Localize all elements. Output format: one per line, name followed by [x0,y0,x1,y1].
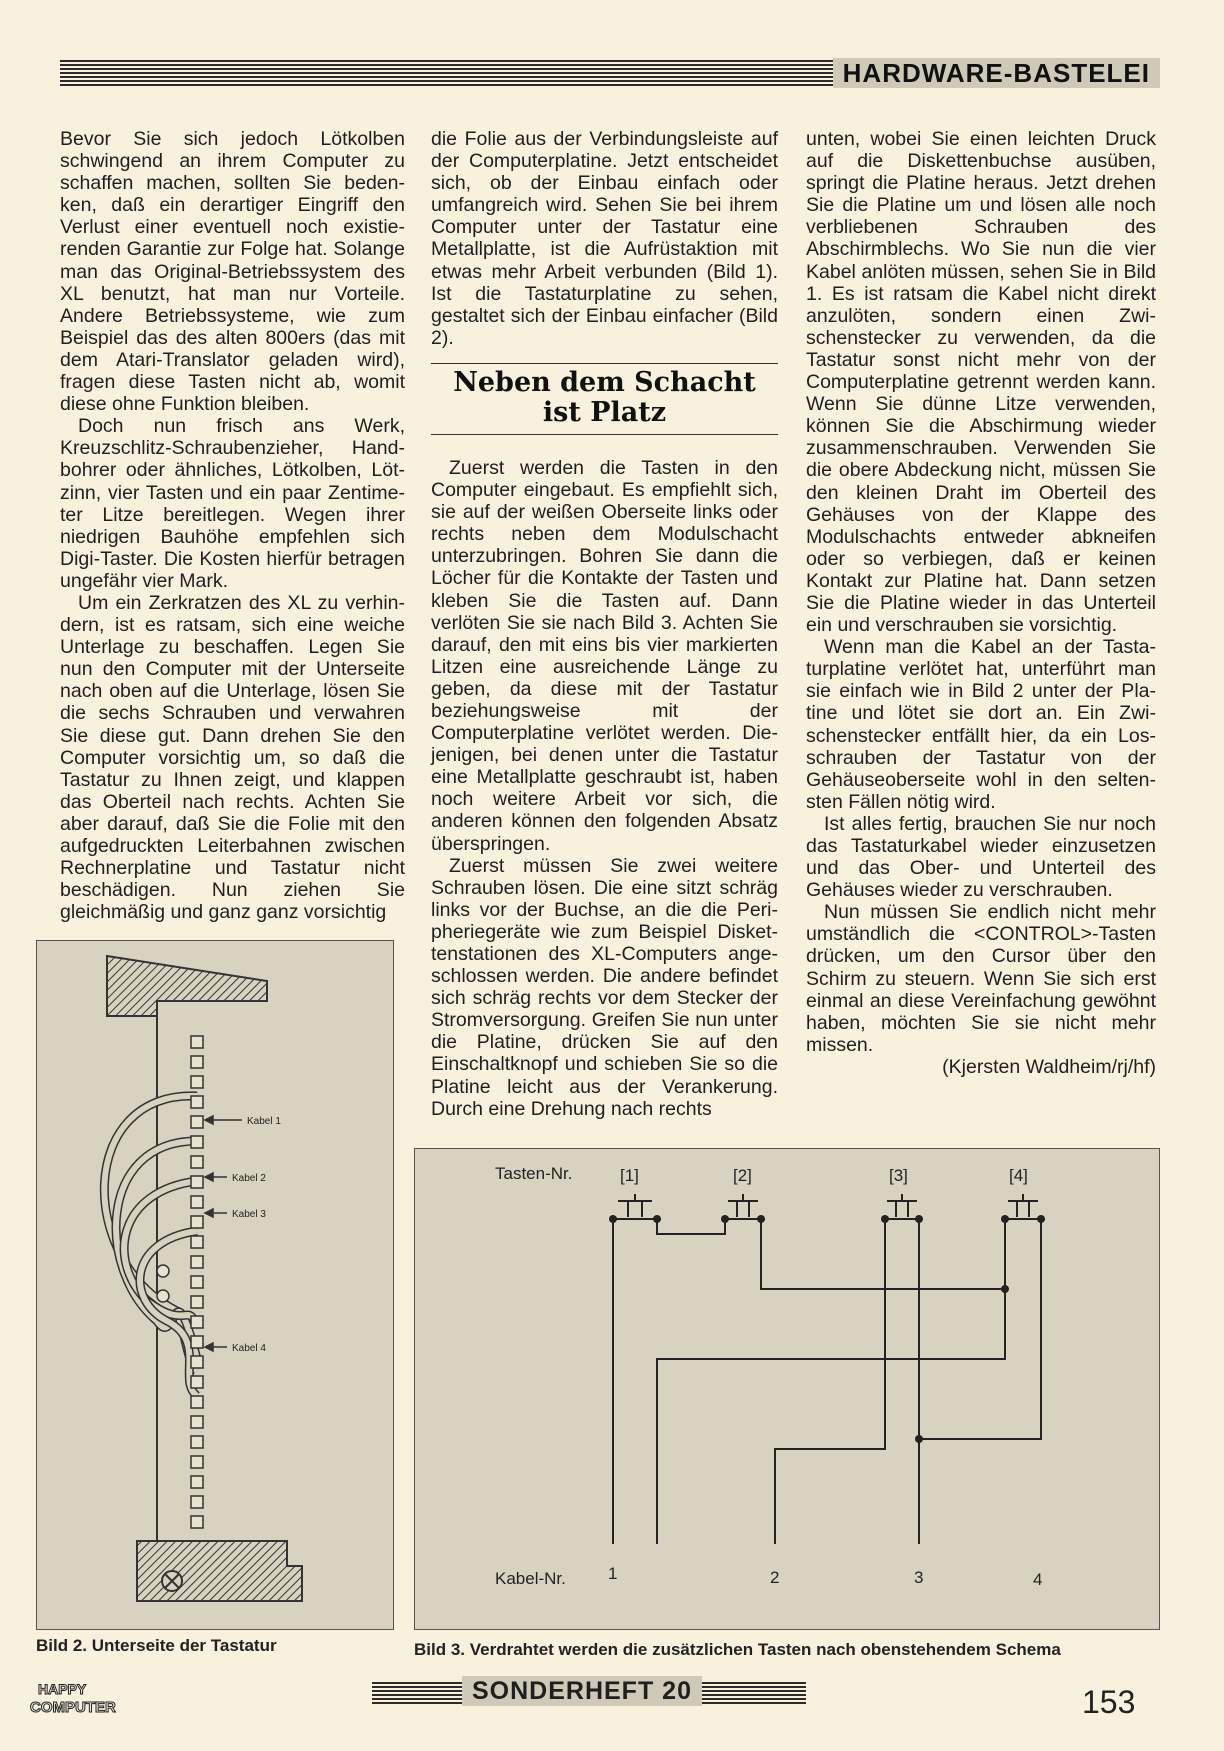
footer-rule [372,1677,806,1705]
taste-2-label: [2] [733,1166,752,1185]
kabel-1-label: 1 [608,1564,618,1583]
paragraph: Um ein Zerkratzen des XL zu verhindern, ist es ratsam, sich eine weiche Unterlage zu beschaffen. Legen Sie nun den Computer mit der Unterseite nach oben auf die Unterlage, lösen Sie die sechs Schrauben und verwahren Sie diese gut. Dann drehen Sie den Computer vorsichtig um, so daß die Tastatur zu Ihnen zeigt, und klappen das Oberteil nach rechts. Achten Sie aber darauf, daß Sie die Folie mit den aufgedruckten Leiterbahnen zwischen Rechnerplatine und Tastatur nicht beschädigen. Nun ziehen Sie gleichmäßig und ganz ganz vorsichtig [60,591,405,924]
figure-wiring-schematic [414,1148,1160,1630]
text-column-3 [806,128,1156,1078]
happy-computer-logo [28,1676,138,1718]
header-rule [60,60,1160,86]
tasten-nr-label: Tasten-Nr. [495,1164,573,1183]
paragraph: Bevor Sie sich jedoch Lötkolben schwingend an ihrem Computer zu schaffen machen, sollten Sie bedenken, daß ein derartiger Eingriff den Verlust einer eventuell noch existierenden Garantie zur Folge hat. Solange man das Original-Betriebssystem des XL benutzt, hat man nur Vorteile. Andere Betriebssysteme, wie zum Beispiel das des alten 800ers (das mit dem Atari-Translator geladen wird), fragen diese Tasten nicht ab, womit diese ohne Funktion bleiben. [60,128,405,416]
subheading-box [431,363,778,435]
key-2-symbol [728,1194,758,1217]
wire-key1-key2 [657,1219,725,1234]
wire-4 [657,1289,1005,1544]
label-kabel-2: Kabel 2 [232,1173,266,1184]
key-4-symbol [1008,1194,1038,1217]
taste-4-label: [4] [1009,1166,1028,1185]
paragraph: Doch nun frisch ans Werk, Kreuzschlitz-Schraubenzieher, Handbohrer oder ähnliches, Lötkolben, Lötzinn, vier Tasten und ein paar Zentimeter Litze bereitlegen. Wegen ihrer niedrigen Bauhöhe empfehlen sich Digi-Taster. Die Kosten hierfür betragen ungefähr vier Mark. [60,415,405,592]
paragraph: Wenn man die Kabel an der Tastaturplatine verlötet hat, unterführt man sie einfach wie in Bild 2 unter der Platine und lötet sie dort an. Ein Zwischenstecker entfällt hier, da ein Losschrauben der Tastatur von der Gehäuseoberseite wohl in den seltensten Fällen nötig wird. [806,636,1156,813]
cable-arrows [205,1116,242,1351]
label-kabel-1: Kabel 1 [247,1116,281,1127]
taste-3-label: [3] [889,1166,908,1185]
text-column-1 [60,128,405,923]
housing-top [107,956,267,1016]
keyboard-underside-drawing [37,941,393,1629]
paragraph: unten, wobei Sie einen leichten Druck auf die Diskettenbuchse ausüben, springt die Platine heraus. Jetzt drehen Sie die Platine um und lösen alle noch verbliebenen Schrauben des Abschirmblechs. Wo Sie nun die vier Kabel anlöten müssen, sehen Sie in Bild 1. Es ist ratsam die Kabel nicht direkt anzulöten, sondern einen Zwischenstecker zu verwenden, da die Tastatur sonst nicht mehr von der Computerplatine getrennt werden kann. Wenn Sie dünne Litze verwenden, können Sie die Abschirmung wieder zusammenschrauben. Verwenden Sie die obere Abdeckung nicht, müssen Sie den kleinen Draht im Oberteil des Gehäuses von der Klappe des Modulschachts entweder abkneifen oder so verbiegen, daß er keinen Kontakt zur Platine hat. Dann setzen Sie die Platine wieder in das Unterteil ein und verschrauben sie vorsichtig. [806,128,1156,637]
label-kabel-4: Kabel 4 [232,1343,266,1354]
contact-pads [157,1036,203,1528]
label-kabel-3: Kabel 3 [232,1209,266,1220]
wire-key3-left [775,1219,885,1544]
paragraph: die Folie aus der Verbindungsleiste auf der Computerplatine. Jetzt entscheidet sich, ob der Einbau einfach oder umfangreich wird. Sehen Sie bei ihrem Computer unter der Tastatur eine Metallplatte, ist die Aufrüstaktion mit etwas mehr Arbeit verbunden (Bild 1). Ist die Tastaturplatine zu sehen, gestaltet sich der Einbau einfacher (Bild 2). [431,128,778,349]
taste-1-label: [1] [620,1166,639,1185]
svg-text:HAPPY: HAPPY [38,1681,87,1697]
housing-bottom [137,1541,302,1601]
author-signature: (Kjersten Waldheim/rj/hf) [942,1055,1156,1078]
wire-key4-right [919,1219,1041,1439]
kabel-4-label: 4 [1033,1570,1043,1589]
figure-keyboard-underside [36,940,394,1630]
text-column-2 [431,128,778,1120]
junctions [609,1215,1045,1443]
paragraph: Zuerst werden die Tasten in den Computer eingebaut. Es empfiehlt sich, sie auf der weißen Oberseite links oder rechts neben dem Modulschacht unterzubringen. Bohren Sie dann die Löcher für die Kontakte der Tasten und kleben Sie die Tasten auf. Dann verlöten Sie sie nach Bild 3. Achten Sie darauf, den mit eins bis vier markierten Litzen eine ausreichende Länge zu geben, da diese mit der Tastatur beziehungsweise mit der Computerplatine verlötet werden. Diejenigen, bei denen unter die Tastatur eine Metallplatte geschraubt ist, haben noch weitere Arbeit vor sich, die anderen können den folgenden Absatz überspringen. [431,456,778,855]
kabel-nr-label: Kabel-Nr. [495,1569,566,1588]
subheading-line-1: Neben dem Schacht [453,366,756,398]
key-3-symbol [887,1194,917,1217]
paragraph: Zuerst müssen Sie zwei weitere Schrauben lösen. Die eine sitzt schräg links vor der Buchse, an die die Peripheriegeräte wie zum Beispiel Diskettenstationen des XL-Computers angeschlossen werden. Die andere befindet sich schräg rechts vor dem Stecker der Stromversorgung. Greifen Sie nun unter die Platine, drücken Sie auf den Einschaltknopf und schieben Sie so die Platine leicht aus der Verankerung. Durch eine Drehung nach rechts [431,854,778,1120]
wiring-schematic-drawing [415,1149,1159,1629]
section-title: HARDWARE-BASTELEI [833,58,1160,88]
kabel-3-label: 3 [914,1568,924,1587]
figure-2-caption: Bild 2. Unterseite der Tastatur [36,1636,277,1655]
kabel-2-label: 2 [770,1568,780,1587]
page-number: 153 [1082,1684,1136,1720]
paragraph: Ist alles fertig, brauchen Sie nur noch das Tastaturkabel wieder einzusetzen und das Ober- und Unterteil des Gehäuses wieder zu verschrauben. [806,812,1156,902]
figure-3-caption: Bild 3. Verdrahtet werden die zusätzlichen Tasten nach obenstehendem Schema [414,1640,1061,1659]
key-1-symbol [618,1194,652,1217]
paragraph: Nun müssen Sie endlich nicht mehr umständlich die <CONTROL>-Tasten drücken, um den Cursor über den Schirm zu steuern. Wenn Sie sich erst einmal an diese Vereinfachung gewöhnt haben, möchten Sie sie nicht mehr missen. [806,901,1156,1056]
issue-label: SONDERHEFT 20 [462,1676,702,1706]
svg-text:COMPUTER: COMPUTER [30,1699,116,1716]
subheading-line-2: ist Platz [542,396,667,428]
wire-key2-to-key4 [761,1219,1005,1289]
